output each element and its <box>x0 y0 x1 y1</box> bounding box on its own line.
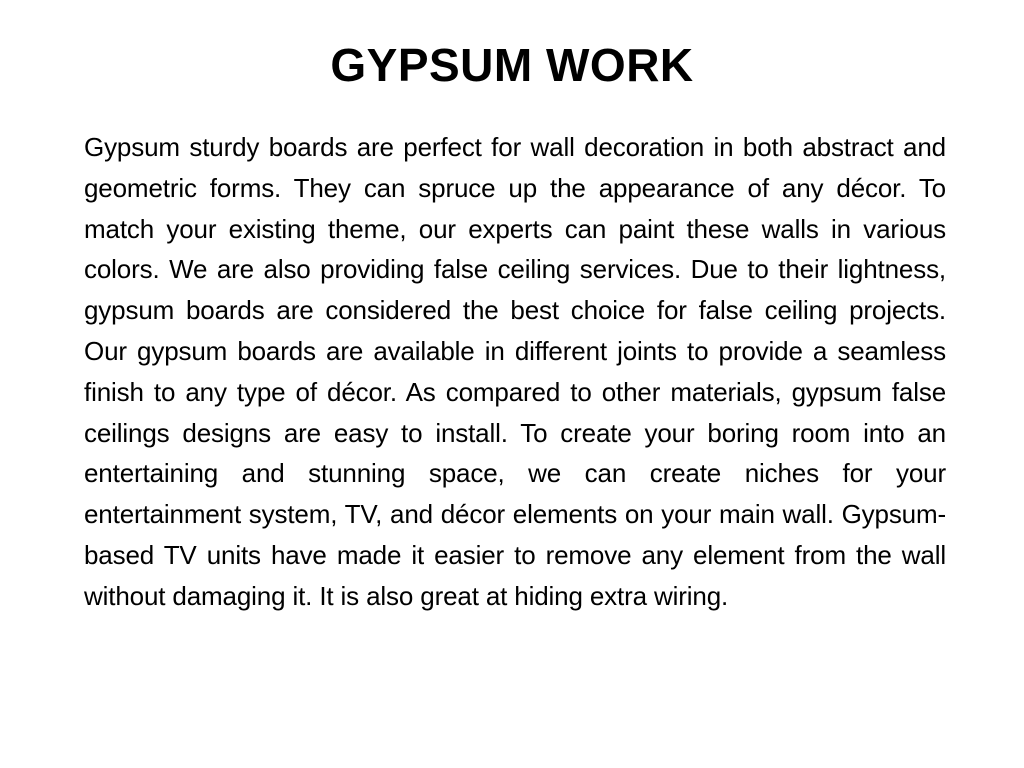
slide-body-text: Gypsum sturdy boards are perfect for wall decoration in both abstract and geometric forms. They can spruce up the appearance of any décor. To match your existing theme, our experts can paint these walls in various colors. We are also providing false ceiling services. Due to their lightness, gypsum boards are considered the best choice for false ceiling projects. Our gypsum boards are available in different joints to provide a seamless finish to any type of décor. As compared to other materials, gypsum false ceilings designs are easy to install. To create your boring room into an entertaining and stunning space, we can create niches for your entertainment system, TV, and décor elements on your main wall. Gypsum-based TV units have made it easier to remove any element from the wall without damaging it. It is also great at hiding extra wiring. <box>84 132 946 611</box>
slide-title: GYPSUM WORK <box>330 39 694 91</box>
